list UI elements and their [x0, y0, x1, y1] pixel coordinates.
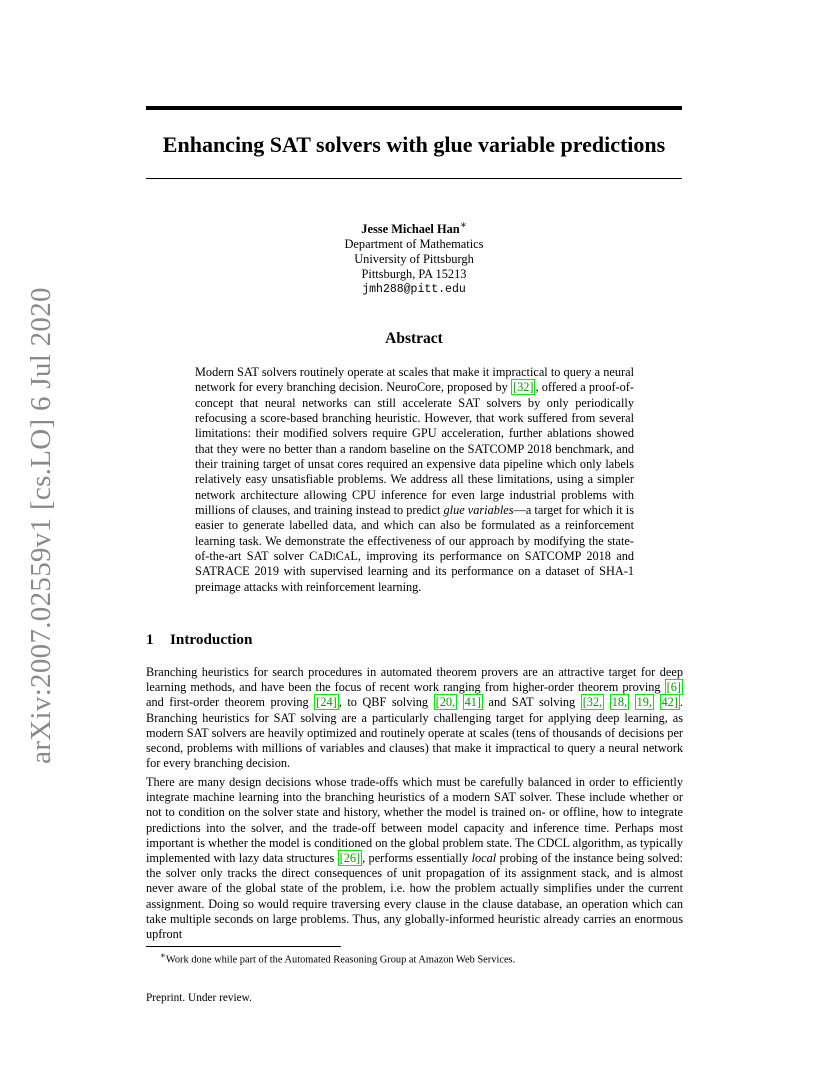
citation-link[interactable]: [20,	[435, 695, 456, 710]
abstract-emphasis: glue variables	[443, 503, 514, 518]
author-department: Department of Mathematics	[344, 237, 484, 252]
emphasis: local	[471, 851, 497, 866]
author-university: University of Pittsburgh	[354, 252, 474, 267]
abstract-span: —a target for which it is easier to generate labelled data, and which can also be formulated as a reinforcement learning task. We demonstrate the effectiveness of our approach by modifying the state-of-the-art SAT solver	[195, 503, 635, 564]
citation-link[interactable]: 19,	[636, 695, 652, 710]
author-name: Jesse Michael Han	[361, 222, 460, 237]
intro-paragraph-1	[146, 665, 683, 771]
citation-link[interactable]: 18,	[611, 695, 628, 710]
citation-link[interactable]: [32,	[582, 695, 603, 710]
footnote	[146, 949, 682, 966]
author-city: Pittsburgh, PA 15213	[361, 267, 467, 282]
section-number: 1	[146, 631, 154, 648]
text-span: and first-order theorem proving	[146, 695, 315, 710]
footnote-text: Work done while part of the Automated Reasoning Group at Amazon Web Services.	[165, 954, 516, 966]
paper-title: Enhancing SAT solvers with glue variable predictions	[162, 132, 666, 157]
abstract-span: Modern SAT solvers routinely operate at scales that make it impractical to query a neural network for every branching decision. NeuroCore, proposed by	[195, 365, 634, 395]
section-title: Introduction	[170, 631, 253, 648]
text-span: and SAT solving	[483, 695, 581, 710]
page-footer: Preprint. Under review.	[146, 992, 252, 1004]
text-span: probing of the instance being solved: the solver only tracks the direct consequences of unit propagation of its assignment stack, and is almost never aware of the global state of the problem, i.e. how the problem actually simplifies under the current assignment. Doing so would require traversing every clause in the clause database, an operation which can take multiple seconds on large problems. Thus, any globally-informed heuristic already carries an enormous upfront	[146, 851, 683, 942]
abstract-span: , improving its performance on SATCOMP 2018 and SATRACE 2019 with supervised learning and its performance on a dataset of SHA-1 preimage attacks with reinforcement learning.	[195, 549, 634, 594]
citation-link[interactable]: [32]	[512, 380, 534, 395]
abstract-text	[195, 365, 634, 595]
text-span: There are many design decisions whose trade-offs which must be carefully balanced in order to efficiently integrate machine learning into the branching heuristics of a modern SAT solver. These include whether or not to condition on the solver state and history, whether the model is trained on- or offline, how to integrate predictions into the solver, and the trade-off between model capacity and inference time. Perhaps most important is whether the model is conditioned on the global problem state. The CDCL algorithm, as typically implemented with lazy data structures	[146, 775, 683, 866]
citation-link[interactable]: 42]	[661, 695, 678, 710]
author-block	[146, 218, 682, 297]
citation-link[interactable]: 41]	[464, 695, 481, 710]
footnote-mark: ∗	[160, 950, 166, 960]
text-span: , to QBF solving	[338, 695, 434, 710]
arxiv-id: arXiv:2007.02559v1 [cs.LO] 6 Jul 2020	[24, 286, 57, 764]
section-heading	[146, 630, 682, 650]
text-span: , performs essentially	[362, 851, 472, 866]
text-span: . Branching heuristics for SAT solving are a particularly challenging target for applying deep learning, as modern SAT solvers are heavily optimized and routinely operate at scales (tens of thousands of decisions per second, problems with millions of variables and clauses) that make it impractical to query a neural network for every branching decision.	[146, 695, 683, 771]
footnote-rule	[146, 946, 341, 947]
abstract-heading: Abstract	[385, 330, 443, 347]
citation-link[interactable]: [6]	[666, 680, 681, 695]
intro-paragraph-2	[146, 775, 683, 942]
author-name-line	[146, 218, 682, 237]
author-footnote-mark[interactable]: ∗	[459, 220, 467, 231]
text-span: Branching heuristics for search procedures in automated theorem provers are an attractive target for deep learning methods, and have been the focus of recent work ranging from higher-order theorem proving	[146, 665, 683, 695]
citation-link[interactable]: [24]	[316, 695, 337, 710]
author-email[interactable]: jmh288@pitt.edu	[362, 283, 466, 297]
citation-link[interactable]: [26]	[339, 851, 361, 866]
abstract-span: , offered a proof-of-concept that neural networks can still accelerate SAT solvers by only periodically refocusing a score-based branching heuristic. However, that work suffered from several limitations: their modified solvers require GPU acceleration, further ablations showed that they were no better than a random baseline on the SATCOMP 2018 benchmark, and their training target of unsat cores required an expensive data pipeline which only labels relatively easy unsatisfiable problems. We address all these limitations, using a simpler network architecture allowing CPU inference for even large industrial problems with millions of clauses, and training instead to predict	[195, 380, 634, 518]
arxiv-stamp	[21, 286, 61, 764]
solver-name: CaDiCaL	[309, 549, 358, 564]
title-rule-top	[146, 106, 682, 110]
title-rule-bottom	[146, 178, 682, 179]
